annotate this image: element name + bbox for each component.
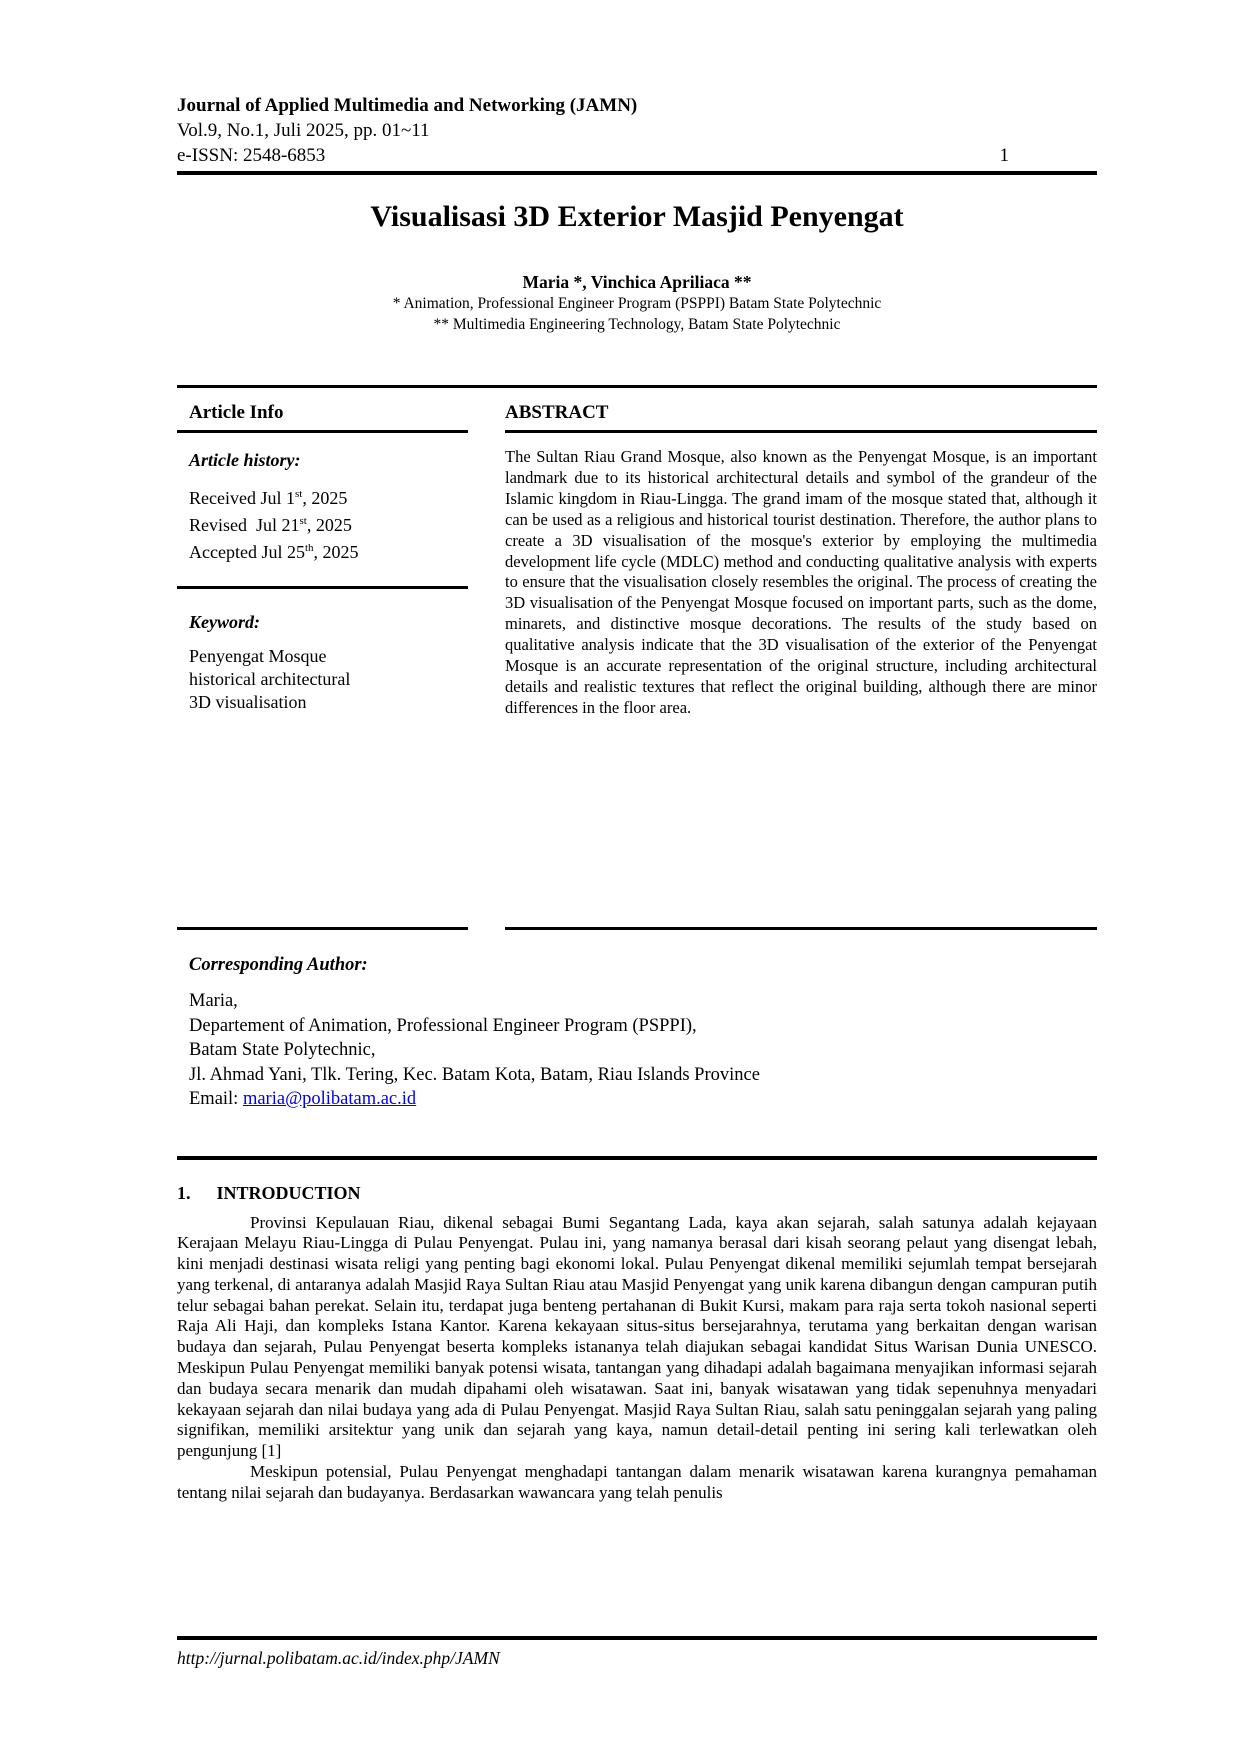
history-revised-year: , 2025 <box>306 515 352 535</box>
history-divider-rule <box>177 586 468 589</box>
page-number: 1 <box>999 145 1009 166</box>
abstract-text: The Sultan Riau Grand Mosque, also known as the Penyengat Mosque, is an important landmark due to its historical architectural details and symbol of the grandeur of the Islamic kingdom in Riau-Lingga. The grand imam of the mosque stated that, although it can be used as a religious and historical tourist destination. Therefore, the author plans to create a 3D visualisation of the mosque's exterior by employing the multimedia development life cycle (MDLC) method and conducting qualitative analysis with experts to ensure that the visualisation closely resembles the original. The process of creating the 3D visualisation of the Penyengat Mosque focused on important parts, such as the dome, minarets, and distinctive mosque decorations. The results of the study based on qualitative analysis indicate that the 3D visualisation of the exterior of the Penyengat Mosque is an accurate representation of the original structure, including architectural details and realistic textures that reflect the original building, although there are minor differences in the floor area. <box>505 447 1097 717</box>
page-header <box>177 93 1097 175</box>
section-divider-rule <box>177 1156 1097 1160</box>
abstract-column <box>505 388 1097 930</box>
info-abstract-table <box>177 385 1097 930</box>
history-accepted <box>177 537 468 564</box>
keyword-label: Keyword: <box>189 612 260 632</box>
history-accepted-text: Accepted Jul 25 <box>189 542 305 562</box>
email-label: Email: <box>189 1089 243 1109</box>
keyword-item: 3D visualisation <box>189 692 307 712</box>
history-received <box>177 483 468 510</box>
abstract-heading: ABSTRACT <box>505 388 1097 433</box>
article-info-heading: Article Info <box>177 388 468 433</box>
article-history-label: Article history: <box>189 450 301 470</box>
history-revised-sup: st <box>299 515 307 527</box>
corresponding-line-name: Maria, <box>189 991 238 1011</box>
corresponding-author-section <box>177 954 1097 1112</box>
email-link[interactable]: maria@polibatam.ac.id <box>242 1089 417 1109</box>
header-rule <box>177 171 1097 175</box>
history-revised <box>177 510 468 537</box>
affiliation-1: * Animation, Professional Engineer Program (PSPPI) Batam State Polytechnic <box>392 295 882 312</box>
corresponding-line-address: Jl. Ahmad Yani, Tlk. Tering, Kec. Batam Kota, Batam, Riau Islands Province <box>189 1064 760 1085</box>
journal-name: Journal of Applied Multimedia and Networking (JAMN) <box>177 95 638 116</box>
history-accepted-sup: th <box>304 542 314 554</box>
intro-paragraph-2: Meskipun potensial, Pulau Penyengat menghadapi tantangan dalam menarik wisatawan karena kurangnya pemahaman tentang nilai sejarah dan budayanya. Berdasarkan wawancara yang telah penulis <box>177 1462 1097 1502</box>
introduction-heading <box>177 1182 1097 1205</box>
keyword-list <box>177 645 468 714</box>
authors-line: Maria *, Vinchica Apriliaca ** <box>522 272 752 292</box>
issn-row <box>177 143 1097 168</box>
history-received-year: , 2025 <box>302 488 348 508</box>
corresponding-line-department: Departement of Animation, Professional Engineer Program (PSPPI), <box>189 1015 697 1036</box>
introduction-title: INTRODUCTION <box>216 1182 361 1203</box>
page-footer <box>177 1636 1097 1669</box>
history-received-sup: st <box>294 488 303 500</box>
corresponding-line-institution: Batam State Polytechnic, <box>189 1040 376 1060</box>
keyword-item: historical architectural <box>189 669 351 689</box>
article-title: Visualisasi 3D Exterior Masjid Penyengat <box>370 200 904 233</box>
corresponding-author-lines <box>189 989 1097 1112</box>
history-received-text: Received Jul 1 <box>189 488 295 508</box>
issn-line: e-ISSN: 2548-6853 <box>177 145 326 166</box>
introduction-number: 1. <box>177 1182 191 1203</box>
affiliation-2: ** Multimedia Engineering Technology, Batam State Polytechnic <box>433 316 841 333</box>
history-accepted-year: , 2025 <box>313 542 359 562</box>
intro-paragraph-1: Provinsi Kepulauan Riau, dikenal sebagai Bumi Segantang Lada, kaya akan sejarah, salah satunya adalah kejayaan Kerajaan Melayu Riau-Lingga di Pulau Penyengat. Pulau ini, yang namanya berasal dari kisah seorang pelaut yang disengat lebah, kini menjadi destinasi wisata religi yang penting bagi ekonomi lokal. Pulau Penyengat dikenal memiliki sejumlah tempat bersejarah yang terkenal, di antaranya adalah Masjid Raya Sultan Riau atau Masjid Penyengat yang unik karena dibangun dengan campuran putih telur sebagai bahan perekat. Selain itu, terdapat juga benteng pertahanan di Bukit Kursi, makam para raja serta tokoh nasional seperti Raja Ali Haji, dan kompleks Istana Kantor. Karena kekayaan situs-situs bersejarahnya, terutama yang berkaitan dengan warisan budaya dan sejarah, Pulau Penyengat beserta kompleks istananya telah diajukan sebagai kandidat Situs Warisan Dunia UNESCO. Meskipun Pulau Penyengat memiliki banyak potensi wisata, tantangan yang dihadapi adalah bagaimana menyajikan informasi sejarah dan budaya secara menarik dan mudah dipahami oleh wisatawan. Saat ini, banyak wisatawan yang tidak sepenuhnya menyadari kekayaan sejarah dan nilai budaya yang ada di Pulau Penyengat. Masjid Raya Sultan Riau, salah satu peninggalan sejarah yang paling signifikan, memiliki arsitektur yang unik dan sejarah yang kaya, namun detail-detail penting ini sering kali terlewatkan oleh pengunjung [1] <box>177 1212 1097 1461</box>
footer-rule <box>177 1636 1097 1640</box>
keyword-item: Penyengat Mosque <box>189 646 327 666</box>
volume-line: Vol.9, No.1, Juli 2025, pp. 01~11 <box>177 120 430 141</box>
article-history-lines <box>177 483 468 564</box>
corresponding-line-email <box>189 1087 1097 1112</box>
footer-url: http://jurnal.polibatam.ac.id/index.php/JAMN <box>177 1648 500 1668</box>
corresponding-author-heading: Corresponding Author: <box>189 955 368 975</box>
article-info-column <box>177 388 468 930</box>
history-revised-text: Revised Jul 21 <box>189 515 300 535</box>
